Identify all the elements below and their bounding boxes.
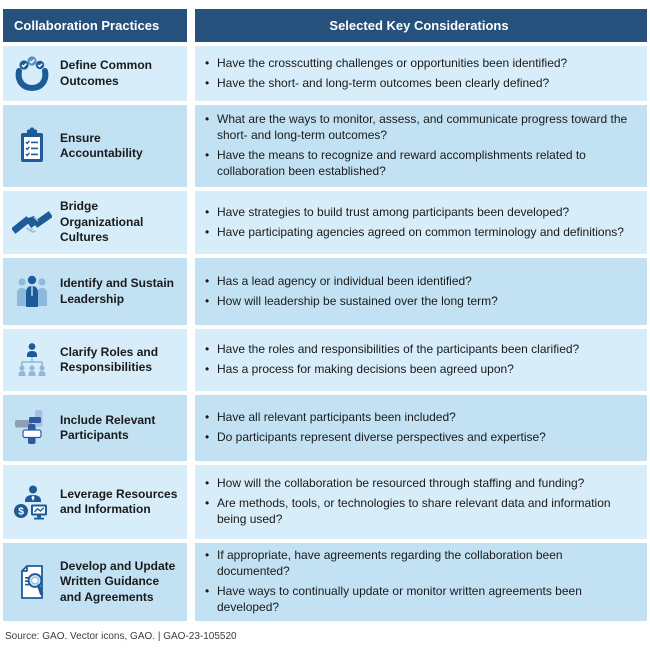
considerations-cell — [195, 105, 647, 187]
bullet-marker: • — [205, 55, 210, 70]
consideration-item — [205, 430, 633, 446]
dollar-glyph: $ — [18, 505, 24, 518]
considerations-cell — [195, 465, 647, 539]
consideration-text: If appropriate, have agreements regarding the collaboration been documented? — [217, 548, 563, 579]
leadership-people-icon — [12, 272, 52, 312]
consideration-text: What are the ways to monitor, assess, and communicate progress toward the short- and long-term outcomes? — [217, 112, 628, 143]
consideration-item — [205, 148, 633, 180]
consideration-text: Have the short- and long-term outcomes been clearly defined? — [217, 75, 550, 90]
practice-cell — [3, 46, 187, 101]
source-note: Source: GAO. Vector icons, GAO. | GAO-23-105520 — [5, 631, 237, 642]
bullet-marker: • — [205, 112, 210, 127]
practice-label: Develop and Update Written Guidance and Agreements — [60, 558, 176, 604]
header-cell-considerations — [195, 9, 647, 42]
table-row — [3, 46, 647, 101]
consideration-item — [205, 56, 633, 72]
considerations-cell — [195, 543, 647, 621]
practice-label: Include Relevant Participants — [60, 412, 156, 442]
table-header-row — [3, 9, 647, 42]
table-row — [3, 258, 647, 325]
bullet-marker: • — [205, 148, 210, 162]
consideration-text: How will leadership be sustained over the long term? — [217, 293, 498, 308]
consideration-item — [205, 548, 633, 580]
table-row — [3, 465, 647, 539]
practice-cell — [3, 543, 187, 621]
collaboration-table — [3, 9, 647, 621]
table-row — [3, 105, 647, 187]
considerations-cell — [195, 258, 647, 325]
consideration-text: Are methods, tools, or technologies to share relevant data and information being used? — [217, 496, 611, 526]
table-row — [3, 395, 647, 461]
practice-label: Ensure Accountability — [60, 130, 143, 160]
bullet-marker: • — [205, 75, 210, 90]
table-row — [3, 543, 647, 621]
hands-holding-outcomes-icon — [12, 54, 52, 94]
header-practices-label: Collaboration Practices — [14, 18, 160, 33]
consideration-text: Have all relevant participants been included? — [217, 410, 456, 425]
consideration-text: Have participating agencies agreed on common terminology and definitions? — [217, 224, 624, 239]
bullet-marker: • — [205, 430, 210, 444]
bullet-marker: • — [205, 204, 210, 219]
bullet-marker: • — [205, 224, 210, 239]
consideration-item — [205, 476, 633, 492]
document-magnifier-icon — [12, 562, 52, 602]
bullet-marker: • — [205, 548, 210, 563]
interlocked-hands-icon — [12, 408, 52, 448]
practice-cell — [3, 395, 187, 461]
practice-cell — [3, 105, 187, 187]
resources-person-dollar-monitor-icon — [12, 482, 52, 522]
bullet-marker: • — [205, 584, 210, 598]
consideration-item — [205, 205, 633, 221]
bullet-marker: • — [205, 410, 210, 425]
consideration-text: Have the roles and responsibilities of the participants been clarified? — [217, 342, 580, 357]
practice-cell — [3, 329, 187, 391]
considerations-cell — [195, 46, 647, 101]
consideration-item — [205, 112, 633, 144]
practice-label: Identify and Sustain Leadership — [60, 276, 175, 306]
consideration-item — [205, 225, 633, 241]
consideration-text: Has a lead agency or individual been identified? — [217, 273, 472, 288]
consideration-item — [205, 342, 633, 358]
practice-label: Bridge Organizational Cultures — [60, 199, 144, 245]
consideration-text: Have the means to recognize and reward accomplishments related to collaboration been established? — [217, 148, 586, 178]
consideration-text: Do participants represent diverse perspectives and expertise? — [217, 430, 546, 444]
practice-label: Clarify Roles and Responsibilities — [60, 344, 159, 374]
consideration-text: Have strategies to build trust among participants been developed? — [217, 204, 570, 219]
practice-label: Define Common Outcomes — [60, 58, 153, 88]
consideration-text: Have the crosscutting challenges or opportunities been identified? — [217, 55, 568, 70]
practice-cell — [3, 191, 187, 254]
consideration-item — [205, 496, 633, 528]
considerations-cell — [195, 191, 647, 254]
considerations-cell — [195, 329, 647, 391]
consideration-item — [205, 584, 633, 616]
bullet-marker: • — [205, 476, 210, 491]
header-cell-practices — [3, 9, 187, 42]
consideration-item — [205, 274, 633, 290]
bullet-marker: • — [205, 273, 210, 288]
org-chart-icon — [12, 340, 52, 380]
table-row — [3, 191, 647, 254]
handshake-icon — [12, 203, 52, 243]
consideration-item — [205, 76, 633, 92]
bullet-marker: • — [205, 496, 210, 511]
checklist-clipboard-icon — [12, 126, 52, 166]
consideration-item — [205, 294, 633, 310]
consideration-text: Have ways to continually update or monitor written agreements been developed? — [217, 584, 582, 614]
table-row — [3, 329, 647, 391]
considerations-cell — [195, 395, 647, 461]
practice-label: Leverage Resources and Information — [60, 486, 178, 516]
consideration-item — [205, 410, 633, 426]
bullet-marker: • — [205, 342, 210, 357]
consideration-text: Has a process for making decisions been agreed upon? — [217, 362, 514, 376]
header-considerations-label: Selected Key Considerations — [329, 18, 509, 33]
bullet-marker: • — [205, 362, 210, 376]
consideration-item — [205, 362, 633, 378]
practice-cell — [3, 258, 187, 325]
practice-cell — [3, 465, 187, 539]
bullet-marker: • — [205, 293, 210, 308]
consideration-text: How will the collaboration be resourced through staffing and funding? — [217, 476, 585, 491]
